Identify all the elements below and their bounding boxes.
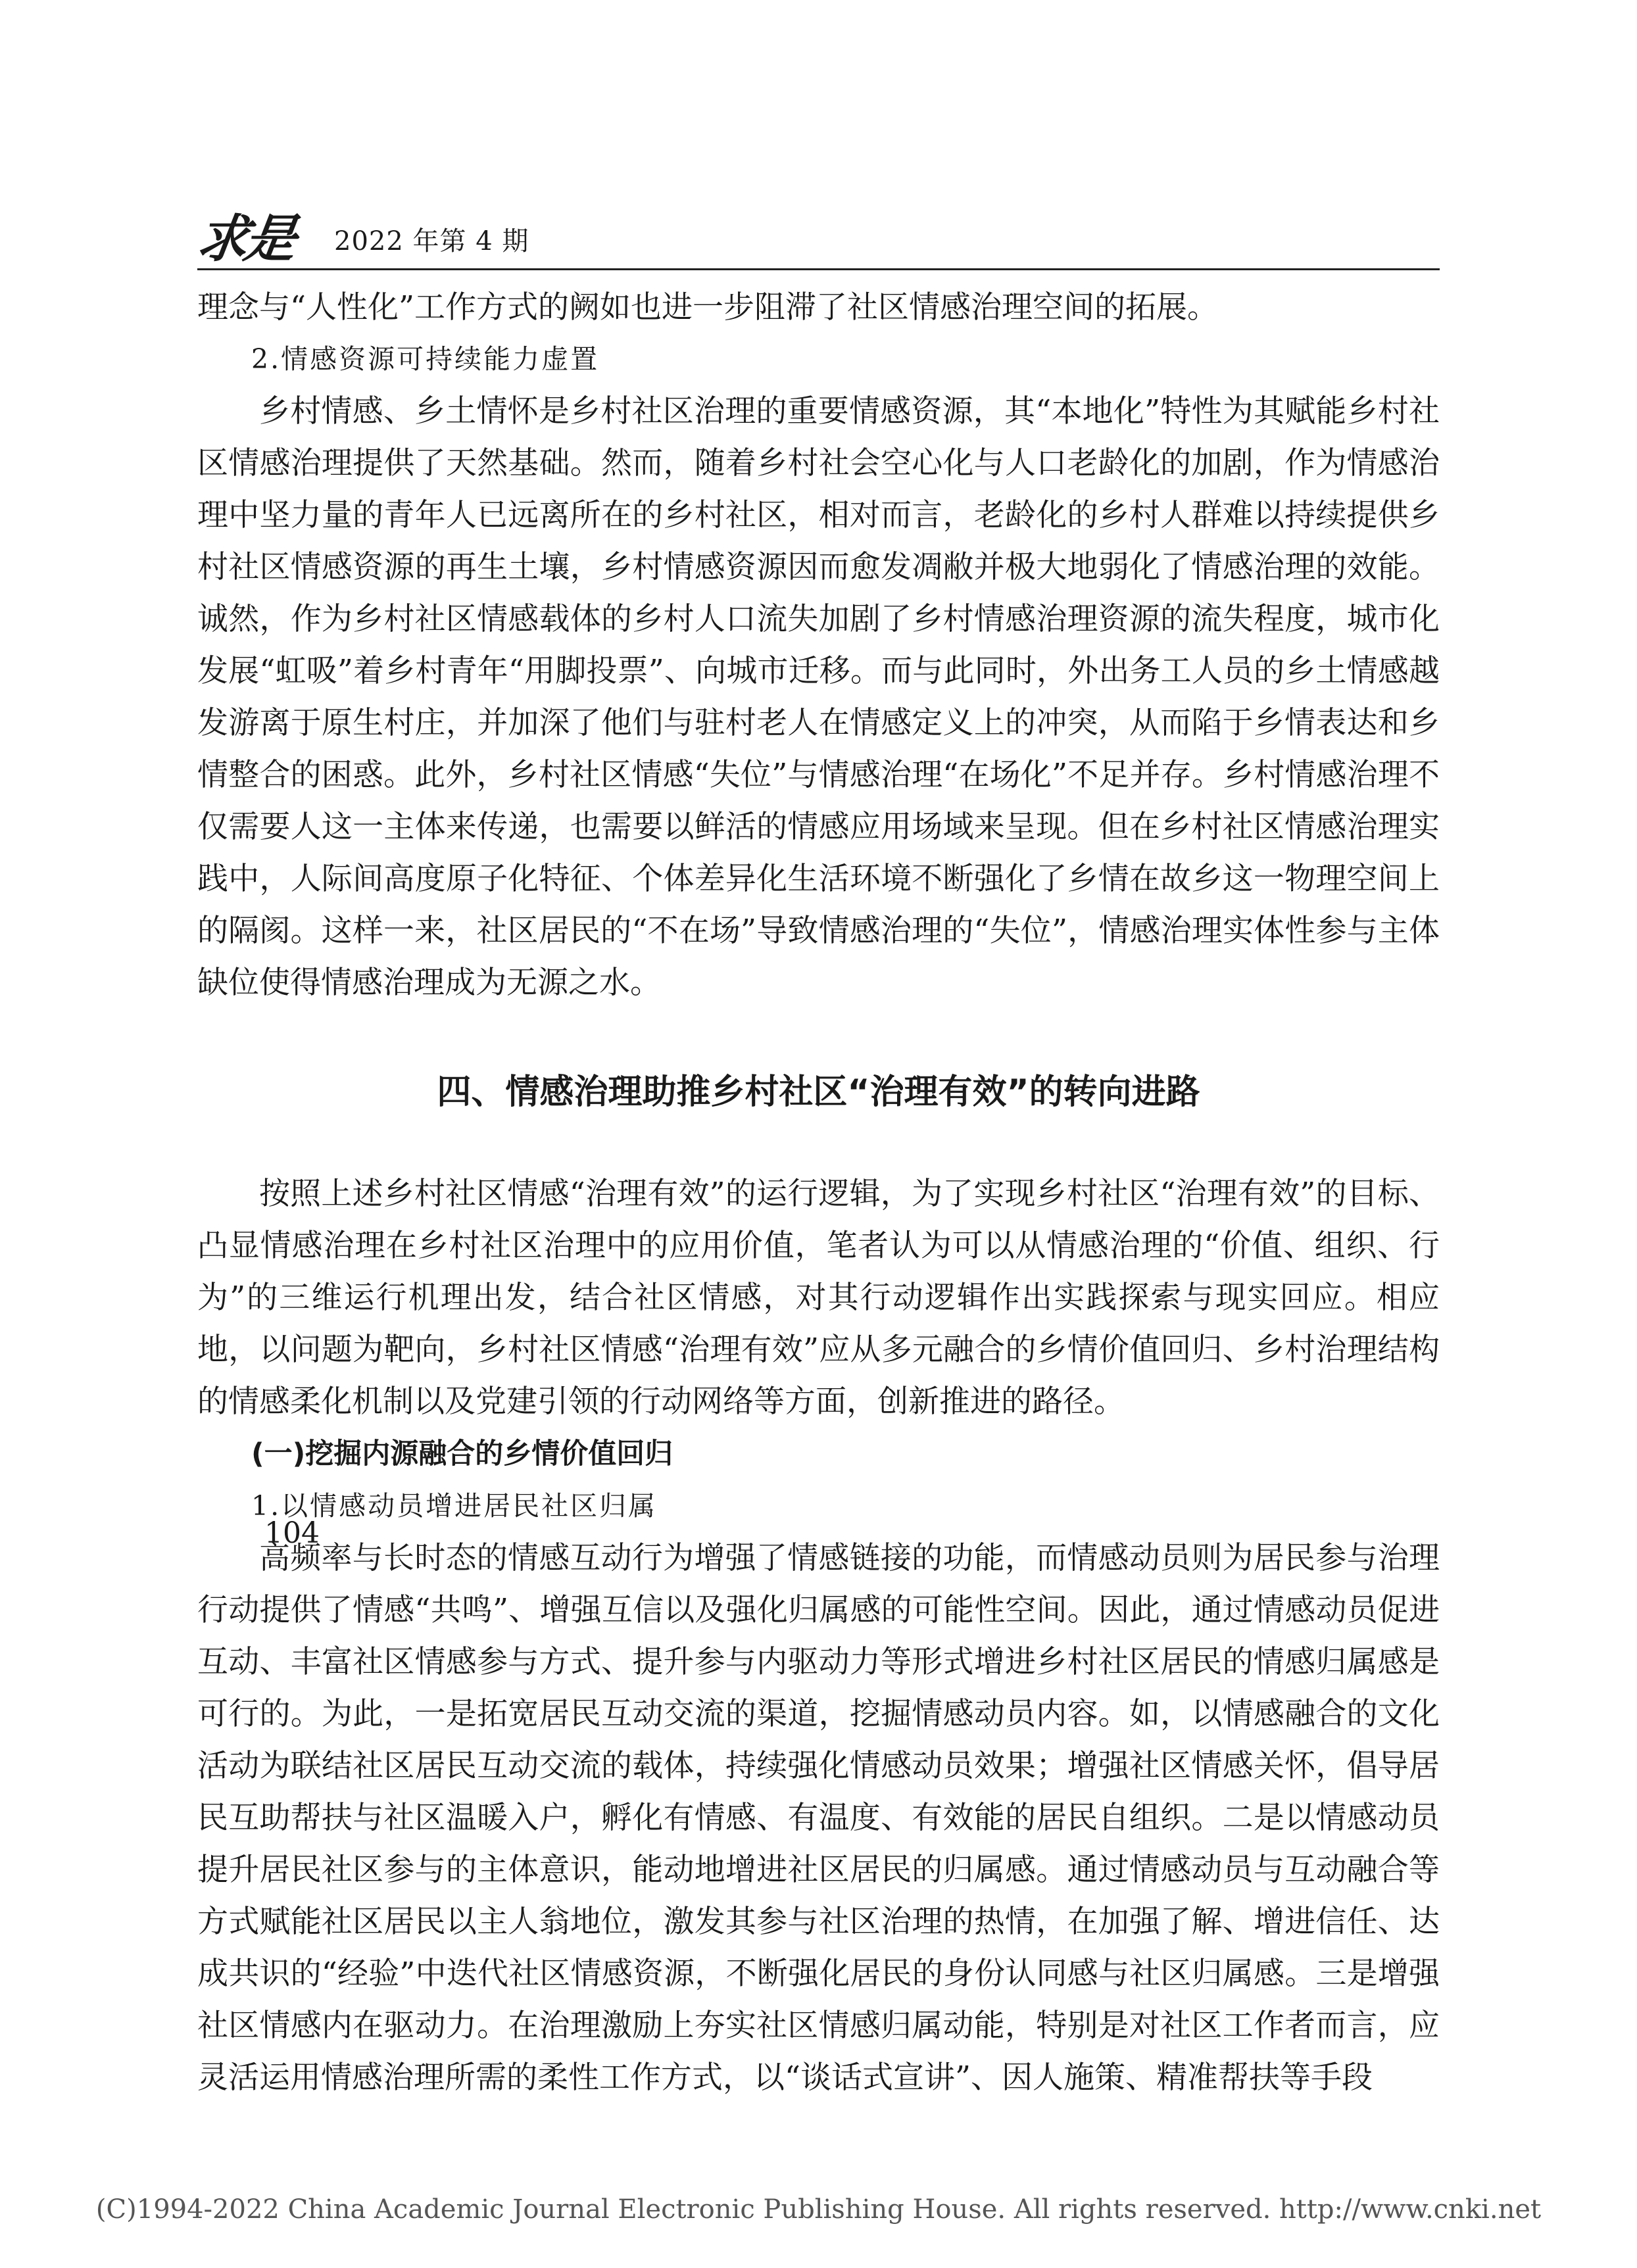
subsection-heading: (一)挖掘内源融合的乡情价值回归 <box>251 1437 673 1470</box>
page-number: 104 <box>264 1516 320 1550</box>
paragraph: 高频率与长时态的情感互动行为增强了情感链接的功能，而情感动员则为居民参与治理行动提供了情感“共鸣”、增强互信以及强化归属感的可能性空间。因此，通过情感动员促进互动、丰富社区情感参与方式、提升参与内驱动力等形式增进乡村社区居民的情感归属感是可行的。为此，一是拓宽居民互动交流的渠道，挖掘情感动员内容。如，以情感融合的文化活动为联结社区居民互动交流的载体，持续强化情感动员效果；增强社区情感关怀，倡导居民互助帮扶与社区温暖入户，孵化有情感、有温度、有效能的居民自组织。二是以情感动员提升居民社区参与的主体意识，能动地增进社区居民的归属感。通过情感动员与互动融合等方式赋能社区居民以主人翁地位，激发其参与社区治理的热情，在加强了解、增进信任、达成共识的“经验”中迭代社区情感资源，不断强化居民的身份认同感与社区归属感。三是增强社区情感内在驱动力。在治理激励上夯实社区情感归属动能，特别是对社区工作者而言，应灵活运用情感治理所需的柔性工作方式，以“谈话式宣讲”、因人施策、精准帮扶等手段 <box>197 1540 1440 2096</box>
subheading: 2.情感资源可持续能力虚置 <box>251 343 600 375</box>
paragraph: 乡村情感、乡土情怀是乡村社区治理的重要情感资源，其“本地化”特性为其赋能乡村社区情感治理提供了天然基础。然而，随着乡村社会空心化与人口老龄化的加剧，作为情感治理中坚力量的青年人已远离所在的乡村社区，相对而言，老龄化的乡村人群难以持续提供乡村社区情感资源的再生土壤，乡村情感资源因而愈发凋敝并极大地弱化了情感治理的效能。诚然，作为乡村社区情感载体的乡村人口流失加剧了乡村情感治理资源的流失程度，城市化发展“虹吸”着乡村青年“用脚投票”、向城市迁移。而与此同时，外出务工人员的乡土情感越发游离于原生村庄，并加深了他们与驻村老人在情感定义上的冲突，从而陷于乡情表达和乡情整合的困惑。此外，乡村社区情感“失位”与情感治理“在场化”不足并存。乡村情感治理不仅需要人这一主体来传递，也需要以鲜活的情感应用场域来呈现。但在乡村社区情感治理实践中，人际间高度原子化特征、个体差异化生活环境不断强化了乡情在故乡这一物理空间上的隔阂。这样一来，社区居民的“不在场”导致情感治理的“失位”，情感治理实体性参与主体缺位使得情感治理成为无源之水。 <box>197 393 1440 1001</box>
copyright-footer: (C)1994-2022 China Academic Journal Electronic Publishing House. All rights reserved. http://www.cnki.net <box>95 2194 1542 2225</box>
paragraph: 按照上述乡村社区情感“治理有效”的运行逻辑，为了实现乡村社区“治理有效”的目标、凸显情感治理在乡村社区治理中的应用价值，笔者认为可以从情感治理的“价值、组织、行为”的三维运行机理出发，结合社区情感，对其行动逻辑作出实践探索与现实回应。相应地，以问题为靶向，乡村社区情感“治理有效”应从多元融合的乡情价值回归、乡村治理结构的情感柔化机制以及党建引领的行动网络等方面，创新推进的路径。 <box>197 1176 1440 1420</box>
journal-logo: 求是 <box>193 209 297 269</box>
running-header <box>193 209 1440 270</box>
issue-label: 2022 年第 4 期 <box>334 226 529 256</box>
paragraph: 理念与“人性化”工作方式的阙如也进一步阻滞了社区情感治理空间的拓展。 <box>197 289 1219 326</box>
subheading: 1.以情感动员增进居民社区归属 <box>251 1490 658 1522</box>
section-title: 四、情感治理助推乡村社区“治理有效”的转向进路 <box>437 1073 1200 1112</box>
article-body <box>197 281 1440 2104</box>
